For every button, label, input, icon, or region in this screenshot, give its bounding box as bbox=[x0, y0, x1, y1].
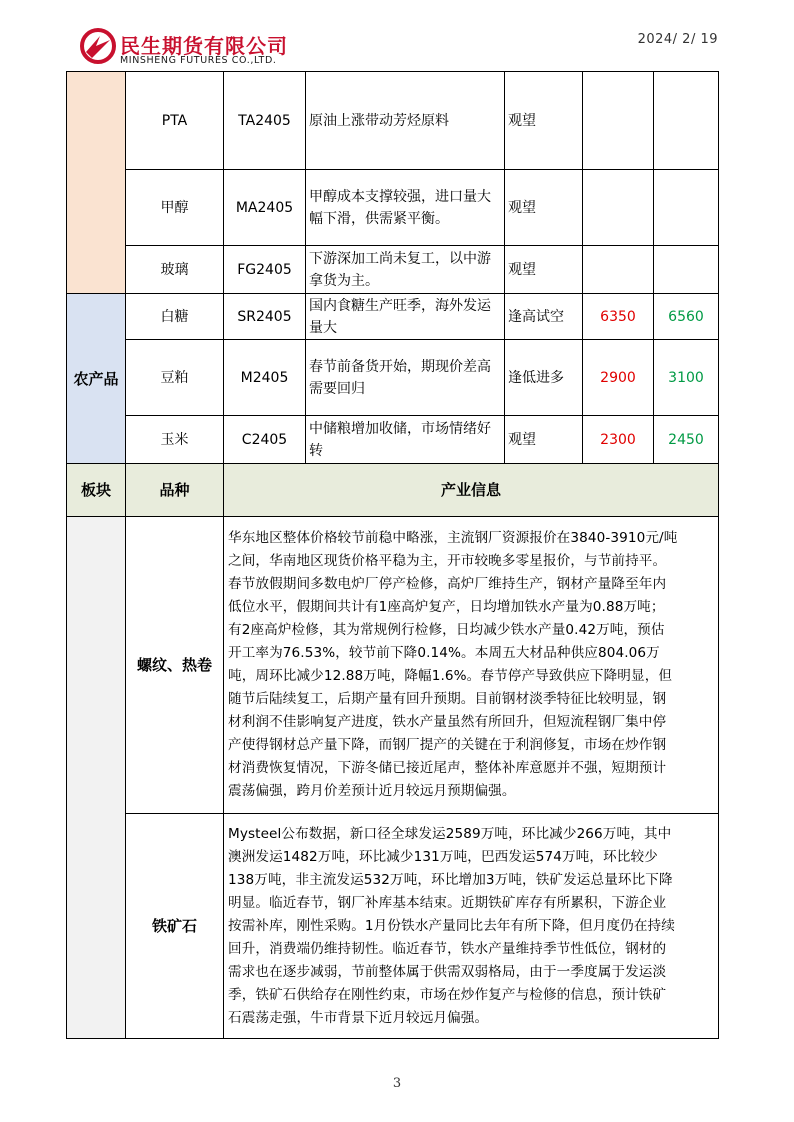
view-cell: 观望 bbox=[505, 170, 583, 246]
sector-cell-agri: 农产品 bbox=[67, 294, 126, 464]
info-line: Mysteel公布数据，新口径全球发运2589万吨，环比减少266万吨，其中 bbox=[228, 825, 672, 842]
contract-cell: TA2405 bbox=[224, 72, 306, 170]
header-variety: 品种 bbox=[126, 464, 224, 517]
header-info: 产业信息 bbox=[224, 464, 719, 517]
table-row bbox=[67, 72, 719, 170]
table-row bbox=[67, 814, 719, 1039]
logic-cell: 甲醇成本支撑较强，进口量大幅下滑，供需紧平衡。 bbox=[306, 170, 505, 246]
entry-price-cell bbox=[583, 170, 654, 246]
target-price-cell bbox=[654, 72, 719, 170]
product-cell: PTA bbox=[126, 72, 224, 170]
page-number: 3 bbox=[392, 1076, 402, 1091]
variety-cell: 螺纹、热卷 bbox=[126, 517, 224, 814]
view-cell: 逢低进多 bbox=[505, 340, 583, 416]
info-cell bbox=[224, 517, 719, 814]
company-name-en: MINSHENG FUTURES CO.,LTD. bbox=[120, 55, 277, 66]
contract-cell: FG2405 bbox=[224, 246, 306, 294]
info-line: 季，铁矿石供给存在刚性约束，市场在炒作复产与检修的信息，预计铁矿 bbox=[228, 986, 667, 1003]
logic-cell: 原油上涨带动芳烃原料 bbox=[306, 72, 505, 170]
table-row bbox=[67, 170, 719, 246]
info-line: 材利润不佳影响复产进度，铁水产量虽然有所回升，但短流程钢厂集中停 bbox=[228, 714, 667, 730]
table-row bbox=[67, 416, 719, 464]
table-row bbox=[67, 246, 719, 294]
header-sector: 板块 bbox=[67, 464, 126, 517]
table-row bbox=[67, 294, 719, 340]
info-line: 有2座高炉检修，其为常规例行检修，日均减少铁水产量0.42万吨，预估 bbox=[228, 622, 665, 638]
product-cell: 玻璃 bbox=[126, 246, 224, 294]
contract-cell: C2405 bbox=[224, 416, 306, 464]
company-name-cn: 民生期货有限公司 bbox=[120, 34, 288, 58]
info-line: 石震荡走强，牛市背景下近月较远月偏强。 bbox=[228, 1009, 489, 1026]
info-line: 澳洲发运1482万吨，环比减少131万吨，巴西发运574万吨，环比较少 bbox=[228, 848, 658, 865]
minsheng-logo-icon bbox=[80, 28, 116, 64]
logic-cell: 中储粮增加收储，市场情绪好转 bbox=[306, 416, 505, 464]
info-line: 按需补库，刚性采购。1月份铁水产量同比去年有所下降，但月度仍在持续 bbox=[228, 917, 675, 934]
info-line: 春节放假期间多数电炉厂停产检修，高炉厂维持生产，钢材产量降至年内 bbox=[228, 576, 667, 592]
target-price-cell: 6560 bbox=[654, 294, 719, 340]
target-price-cell: 3100 bbox=[654, 340, 719, 416]
target-price-cell: 2450 bbox=[654, 416, 719, 464]
view-cell: 观望 bbox=[505, 72, 583, 170]
variety-cell: 铁矿石 bbox=[126, 814, 224, 1039]
info-cell bbox=[224, 814, 719, 1039]
logic-cell: 春节前备货开始，期现价差高需要回归 bbox=[306, 340, 505, 416]
contract-cell: M2405 bbox=[224, 340, 306, 416]
view-cell: 观望 bbox=[505, 416, 583, 464]
contract-cell: MA2405 bbox=[224, 170, 306, 246]
entry-price-cell: 6350 bbox=[583, 294, 654, 340]
table-row bbox=[67, 340, 719, 416]
info-line: 震荡偏强，跨月价差预计近月较远月预期偏强。 bbox=[228, 783, 516, 799]
logic-cell: 国内食糖生产旺季，海外发运量大 bbox=[306, 294, 505, 340]
table-row bbox=[67, 517, 719, 814]
sector-cell-energy bbox=[67, 72, 126, 294]
info-line: 回升，消费端仍维持韧性。临近春节，铁水产量维持季节性低位，钢材的 bbox=[228, 940, 667, 957]
info-line: 吨，周环比减少12.88万吨，降幅1.6%。春节停产导致供应下降明显，但 bbox=[228, 668, 673, 684]
info-line: 随节后陆续复工，后期产量有回升预期。目前钢材淡季特征比较明显，钢 bbox=[228, 691, 667, 707]
product-cell: 白糖 bbox=[126, 294, 224, 340]
sector-cell-black bbox=[67, 517, 126, 1039]
info-line: 明显。临近春节，钢厂补库基本结束。近期铁矿库存有所累积，下游企业 bbox=[228, 894, 667, 911]
target-price-cell bbox=[654, 170, 719, 246]
entry-price-cell: 2300 bbox=[583, 416, 654, 464]
info-header-row bbox=[67, 464, 719, 517]
entry-price-cell bbox=[583, 72, 654, 170]
company-logo bbox=[80, 28, 320, 72]
entry-price-cell bbox=[583, 246, 654, 294]
info-line: 138万吨，非主流发运532万吨，环比增加3万吨，铁矿发运总量环比下降 bbox=[228, 871, 673, 888]
entry-price-cell: 2900 bbox=[583, 340, 654, 416]
target-price-cell bbox=[654, 246, 719, 294]
info-line: 之间，华南地区现货价格平稳为主，开市较晚多零星报价，与节前持平。 bbox=[228, 553, 667, 569]
view-cell: 逢高试空 bbox=[505, 294, 583, 340]
strategy-table bbox=[66, 71, 719, 1039]
info-line: 产使得钢材总产量下降，而钢厂提产的关键在于利润修复，市场在炒作钢 bbox=[228, 737, 667, 753]
report-date: 2024/ 2/ 19 bbox=[637, 32, 718, 47]
logic-cell: 下游深加工尚未复工，以中游拿货为主。 bbox=[306, 246, 505, 294]
product-cell: 甲醇 bbox=[126, 170, 224, 246]
info-line: 开工率为76.53%，较节前下降0.14%。本周五大材品种供应804.06万 bbox=[228, 645, 660, 661]
view-cell: 观望 bbox=[505, 246, 583, 294]
info-line: 需求也在逐步减弱，节前整体属于供需双弱格局，由于一季度属于发运淡 bbox=[228, 963, 667, 980]
info-line: 华东地区整体价格较节前稳中略涨，主流钢厂资源报价在3840-3910元/吨 bbox=[228, 530, 678, 546]
info-line: 低位水平，假期间共计有1座高炉复产，日均增加铁水产量为0.88万吨； bbox=[228, 599, 665, 615]
product-cell: 玉米 bbox=[126, 416, 224, 464]
product-cell: 豆粕 bbox=[126, 340, 224, 416]
info-line: 材消费恢复情况，下游冬储已接近尾声，整体补库意愿并不强，短期预计 bbox=[228, 760, 667, 776]
contract-cell: SR2405 bbox=[224, 294, 306, 340]
